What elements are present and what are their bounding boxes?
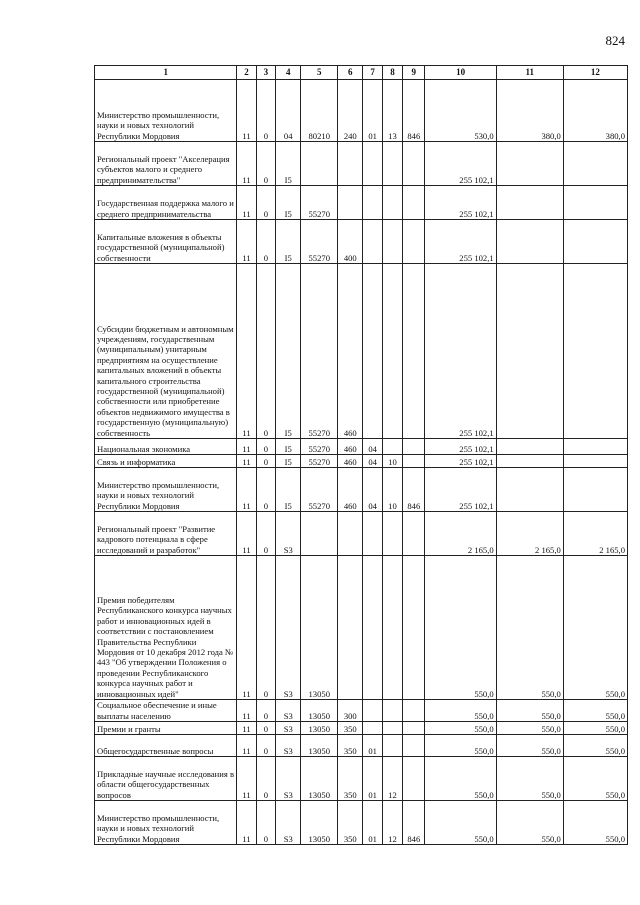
cell-col5: 13050 (301, 700, 338, 722)
table-row (95, 142, 628, 186)
cell-amount-col12: 380,0 (563, 80, 627, 142)
cell-col2: 11 (237, 142, 256, 186)
cell-col6 (338, 512, 363, 556)
cell-amount-col12 (563, 468, 627, 512)
cell-col5 (301, 512, 338, 556)
cell-amount-col10: 255 102,1 (425, 455, 496, 468)
cell-col8: 13 (382, 80, 402, 142)
cell-col4: S3 (276, 735, 301, 757)
table-row (95, 186, 628, 220)
cell-col8: 10 (382, 455, 402, 468)
cell-col6: 240 (338, 80, 363, 142)
cell-col2: 11 (237, 556, 256, 700)
cell-amount-col10: 255 102,1 (425, 142, 496, 186)
table-row (95, 757, 628, 801)
cell-col9 (403, 722, 425, 735)
cell-col2: 11 (237, 757, 256, 801)
cell-amount-col11: 550,0 (496, 757, 563, 801)
cell-amount-col10: 550,0 (425, 801, 496, 845)
cell-col7 (363, 512, 382, 556)
column-header: 11 (496, 66, 563, 80)
budget-table (94, 65, 628, 845)
cell-amount-col12 (563, 142, 627, 186)
cell-col2: 11 (237, 722, 256, 735)
cell-col2: 11 (237, 455, 256, 468)
cell-col5: 13050 (301, 735, 338, 757)
cell-col5: 55270 (301, 455, 338, 468)
column-header: 3 (256, 66, 275, 80)
cell-amount-col12: 550,0 (563, 735, 627, 757)
cell-col9 (403, 735, 425, 757)
cell-amount-col12: 550,0 (563, 556, 627, 700)
cell-col8: 12 (382, 757, 402, 801)
table-row (95, 801, 628, 845)
header-row (95, 66, 628, 80)
cell-col3: 0 (256, 80, 275, 142)
column-header: 8 (382, 66, 402, 80)
cell-amount-col10: 255 102,1 (425, 186, 496, 220)
row-name: Региональный проект "Акселерация субъектов малого и среднего предпринимательства" (95, 142, 237, 186)
table-body (95, 80, 628, 845)
cell-amount-col12 (563, 439, 627, 455)
row-name: Социальное обеспечение и иные выплаты населению (95, 700, 237, 722)
cell-col9 (403, 186, 425, 220)
cell-amount-col11: 550,0 (496, 801, 563, 845)
cell-col3: 0 (256, 186, 275, 220)
cell-amount-col10: 550,0 (425, 757, 496, 801)
cell-col3: 0 (256, 455, 275, 468)
cell-amount-col11 (496, 439, 563, 455)
row-name: Национальная экономика (95, 439, 237, 455)
cell-col8 (382, 512, 402, 556)
cell-col3: 0 (256, 468, 275, 512)
cell-amount-col11 (496, 264, 563, 439)
cell-col2: 11 (237, 186, 256, 220)
column-header: 9 (403, 66, 425, 80)
cell-col4: I5 (276, 142, 301, 186)
row-name: Премии и гранты (95, 722, 237, 735)
cell-col8 (382, 439, 402, 455)
cell-col8 (382, 220, 402, 264)
cell-col4: S3 (276, 757, 301, 801)
cell-col8: 12 (382, 801, 402, 845)
cell-col7 (363, 186, 382, 220)
cell-col2: 11 (237, 439, 256, 455)
cell-col2: 11 (237, 700, 256, 722)
cell-col9 (403, 142, 425, 186)
row-name: Премия победителям Республиканского конкурса научных работ и инновационных идей в соответствии с постановлением Правительства Республики Мордовия от 10 декабря 2012 года № 443 "Об утверждении Положения о проведении Республиканского конкурса научных работ и инновационных идей" (95, 556, 237, 700)
row-name: Капитальные вложения в объекты государственной (муниципальной) собственности (95, 220, 237, 264)
cell-col4: I5 (276, 264, 301, 439)
cell-amount-col12: 550,0 (563, 700, 627, 722)
cell-col5: 55270 (301, 186, 338, 220)
cell-col8 (382, 700, 402, 722)
cell-col4: S3 (276, 700, 301, 722)
row-name: Субсидии бюджетным и автономным учреждениям, государственным (муниципальным) унитарным предприятиям на осуществление капитальных вложений в объекты капитального строительства государственной (муниципальной) собственности или приобретение объектов недвижимого имущества в государственную (муниципальную) собственность (95, 264, 237, 439)
cell-col3: 0 (256, 757, 275, 801)
cell-col5: 55270 (301, 220, 338, 264)
cell-col7 (363, 700, 382, 722)
cell-col7 (363, 220, 382, 264)
cell-col9: 846 (403, 801, 425, 845)
cell-amount-col11: 2 165,0 (496, 512, 563, 556)
cell-col6: 460 (338, 439, 363, 455)
table-row (95, 512, 628, 556)
cell-amount-col10: 550,0 (425, 722, 496, 735)
column-header: 6 (338, 66, 363, 80)
table-row (95, 439, 628, 455)
cell-col7: 04 (363, 455, 382, 468)
cell-col9 (403, 556, 425, 700)
cell-col3: 0 (256, 735, 275, 757)
cell-col3: 0 (256, 801, 275, 845)
cell-col2: 11 (237, 735, 256, 757)
cell-col8 (382, 264, 402, 439)
cell-amount-col10: 255 102,1 (425, 468, 496, 512)
cell-amount-col11: 550,0 (496, 722, 563, 735)
cell-col7: 01 (363, 80, 382, 142)
row-name: Государственная поддержка малого и среднего предпринимательства (95, 186, 237, 220)
cell-col3: 0 (256, 512, 275, 556)
cell-col6 (338, 186, 363, 220)
cell-amount-col11 (496, 455, 563, 468)
cell-amount-col10: 530,0 (425, 80, 496, 142)
cell-col6: 460 (338, 468, 363, 512)
column-header: 10 (425, 66, 496, 80)
cell-amount-col11: 550,0 (496, 556, 563, 700)
cell-col9: 846 (403, 468, 425, 512)
cell-col6 (338, 142, 363, 186)
cell-col4: I5 (276, 186, 301, 220)
table-row (95, 735, 628, 757)
cell-col8 (382, 735, 402, 757)
cell-col3: 0 (256, 556, 275, 700)
cell-col2: 11 (237, 512, 256, 556)
row-name: Связь и информатика (95, 455, 237, 468)
cell-amount-col10: 255 102,1 (425, 264, 496, 439)
cell-col6 (338, 556, 363, 700)
cell-col5: 55270 (301, 439, 338, 455)
cell-col7: 04 (363, 468, 382, 512)
column-header: 12 (563, 66, 627, 80)
row-name: Прикладные научные исследования в области общегосударственных вопросов (95, 757, 237, 801)
cell-amount-col12 (563, 186, 627, 220)
cell-amount-col12 (563, 455, 627, 468)
cell-amount-col12: 550,0 (563, 801, 627, 845)
cell-col5: 55270 (301, 468, 338, 512)
cell-col6: 350 (338, 801, 363, 845)
cell-amount-col11 (496, 186, 563, 220)
cell-amount-col12: 550,0 (563, 757, 627, 801)
cell-col5: 13050 (301, 556, 338, 700)
cell-amount-col11 (496, 220, 563, 264)
cell-col8 (382, 142, 402, 186)
table-row (95, 700, 628, 722)
cell-col4: I5 (276, 455, 301, 468)
cell-col8 (382, 722, 402, 735)
cell-col9 (403, 512, 425, 556)
cell-col9 (403, 264, 425, 439)
cell-col4: S3 (276, 556, 301, 700)
cell-col4: S3 (276, 512, 301, 556)
column-header: 2 (237, 66, 256, 80)
cell-col7 (363, 722, 382, 735)
cell-col5: 55270 (301, 264, 338, 439)
column-header: 1 (95, 66, 237, 80)
cell-col2: 11 (237, 264, 256, 439)
column-header: 4 (276, 66, 301, 80)
cell-col7 (363, 556, 382, 700)
table-row (95, 722, 628, 735)
cell-col5: 13050 (301, 722, 338, 735)
row-name: Министерство промышленности, науки и новых технологий Республики Мордовия (95, 801, 237, 845)
table-row (95, 455, 628, 468)
cell-amount-col12 (563, 220, 627, 264)
cell-amount-col11: 380,0 (496, 80, 563, 142)
table-row (95, 556, 628, 700)
cell-col7 (363, 264, 382, 439)
page-number: 824 (605, 33, 625, 48)
cell-col9 (403, 220, 425, 264)
cell-col9 (403, 757, 425, 801)
cell-col2: 11 (237, 468, 256, 512)
cell-col6: 460 (338, 264, 363, 439)
cell-col9 (403, 700, 425, 722)
row-name: Министерство промышленности, науки и новых технологий Республики Мордовия (95, 468, 237, 512)
cell-col4: S3 (276, 801, 301, 845)
table-row (95, 264, 628, 439)
cell-col3: 0 (256, 439, 275, 455)
cell-col8 (382, 556, 402, 700)
cell-col8: 10 (382, 468, 402, 512)
cell-col7: 04 (363, 439, 382, 455)
column-header: 7 (363, 66, 382, 80)
cell-col9 (403, 455, 425, 468)
cell-amount-col10: 255 102,1 (425, 439, 496, 455)
row-name: Общегосударственные вопросы (95, 735, 237, 757)
cell-col7: 01 (363, 757, 382, 801)
cell-col6: 350 (338, 735, 363, 757)
cell-amount-col10: 550,0 (425, 735, 496, 757)
cell-col5 (301, 142, 338, 186)
cell-col4: I5 (276, 439, 301, 455)
cell-amount-col11: 550,0 (496, 735, 563, 757)
cell-amount-col12: 550,0 (563, 722, 627, 735)
cell-amount-col12: 2 165,0 (563, 512, 627, 556)
cell-col6: 350 (338, 757, 363, 801)
table-row (95, 80, 628, 142)
table-row (95, 220, 628, 264)
cell-amount-col10: 550,0 (425, 700, 496, 722)
cell-col2: 11 (237, 80, 256, 142)
cell-col6: 400 (338, 220, 363, 264)
cell-col5: 13050 (301, 801, 338, 845)
cell-col4: I5 (276, 468, 301, 512)
cell-col2: 11 (237, 801, 256, 845)
cell-col6: 460 (338, 455, 363, 468)
cell-col3: 0 (256, 220, 275, 264)
cell-col3: 0 (256, 264, 275, 439)
row-name: Министерство промышленности, науки и новых технологий Республики Мордовия (95, 80, 237, 142)
cell-amount-col11 (496, 142, 563, 186)
cell-amount-col11 (496, 468, 563, 512)
cell-col7: 01 (363, 801, 382, 845)
cell-col9: 846 (403, 80, 425, 142)
cell-amount-col10: 2 165,0 (425, 512, 496, 556)
cell-col5: 13050 (301, 757, 338, 801)
cell-col8 (382, 186, 402, 220)
cell-amount-col11: 550,0 (496, 700, 563, 722)
cell-amount-col10: 550,0 (425, 556, 496, 700)
cell-col6: 350 (338, 722, 363, 735)
cell-col5: 80210 (301, 80, 338, 142)
cell-col4: 04 (276, 80, 301, 142)
cell-amount-col10: 255 102,1 (425, 220, 496, 264)
table-row (95, 468, 628, 512)
cell-amount-col12 (563, 264, 627, 439)
cell-col3: 0 (256, 142, 275, 186)
cell-col4: I5 (276, 220, 301, 264)
cell-col9 (403, 439, 425, 455)
cell-col2: 11 (237, 220, 256, 264)
column-header: 5 (301, 66, 338, 80)
row-name: Региональный проект "Развитие кадрового потенциала в сфере исследований и разработок" (95, 512, 237, 556)
cell-col7 (363, 142, 382, 186)
cell-col3: 0 (256, 700, 275, 722)
cell-col4: S3 (276, 722, 301, 735)
cell-col7: 01 (363, 735, 382, 757)
cell-col6: 300 (338, 700, 363, 722)
cell-col3: 0 (256, 722, 275, 735)
